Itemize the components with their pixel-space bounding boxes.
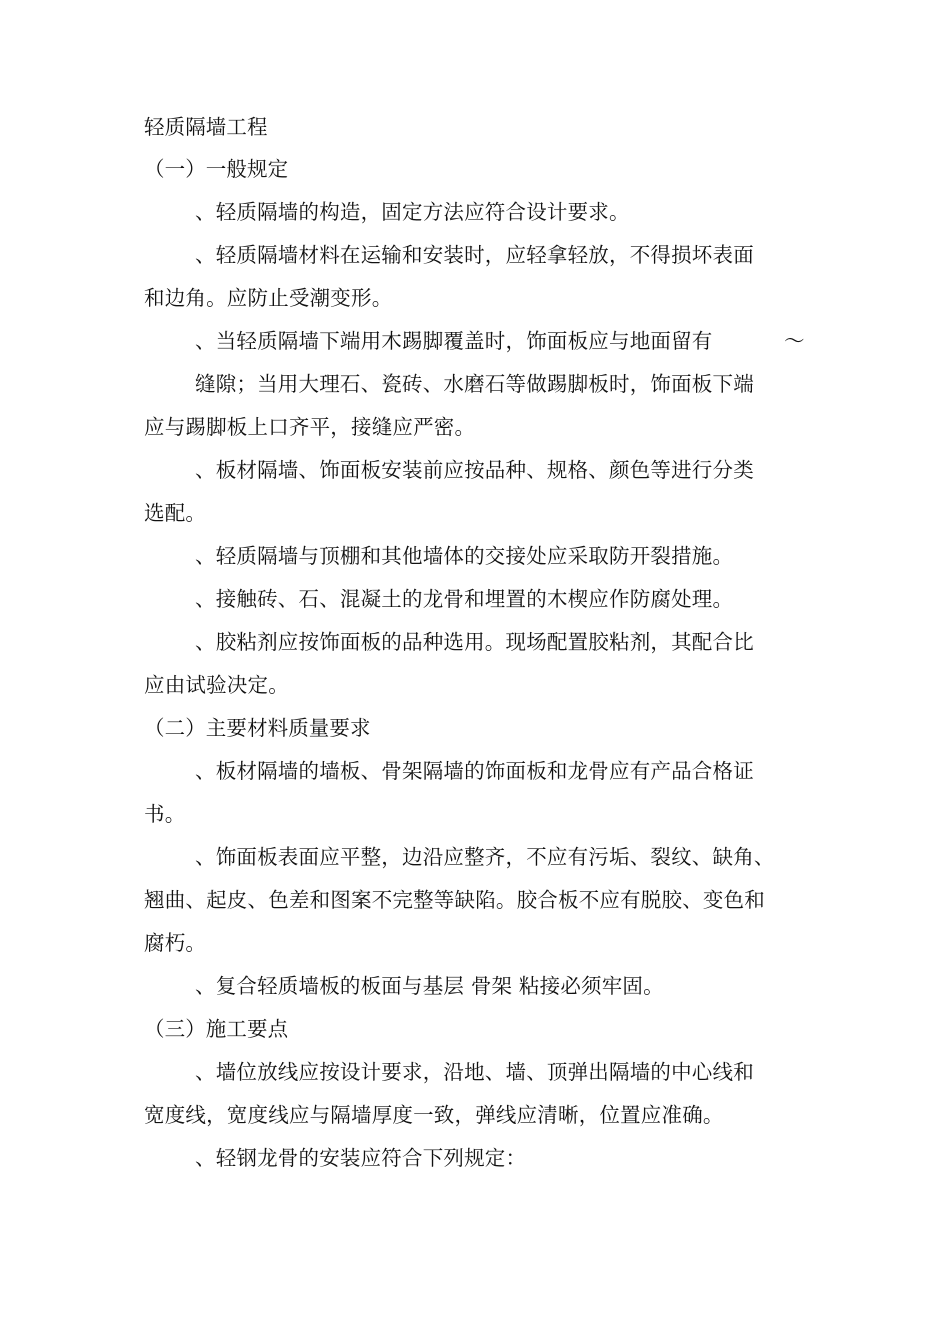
paragraph-line: 应由试验决定。	[144, 673, 289, 697]
paragraph-line: 、轻钢龙骨的安装应符合下列规定：	[195, 1146, 527, 1170]
paragraph-line: 、饰面板表面应平整，边沿应整齐，不应有污垢、裂纹、缺角、	[195, 845, 775, 869]
paragraph-line: 腐朽。	[144, 931, 207, 955]
paragraph-line: 、接触砖、石、混凝土的龙骨和埋置的木楔应作防腐处理。	[195, 587, 734, 611]
paragraph-line: 缝隙；当用大理石、瓷砖、水磨石等做踢脚板时，饰面板下端	[195, 372, 754, 396]
paragraph-line: 、轻质隔墙材料在运输和安装时，应轻拿轻放，不得损坏表面	[195, 243, 754, 267]
paragraph-line: 、轻质隔墙的构造，固定方法应符合设计要求。	[195, 200, 630, 224]
paragraph-line: 、轻质隔墙与顶棚和其他墙体的交接处应采取防开裂措施。	[195, 544, 734, 568]
paragraph-line: 、板材隔墙的墙板、骨架隔墙的饰面板和龙骨应有产品合格证	[195, 759, 754, 783]
document-title: 轻质隔墙工程	[144, 115, 268, 139]
paragraph-line: 、复合轻质墙板的板面与基层 骨架 粘接必须牢固。	[195, 974, 664, 998]
paragraph-line: 书。	[144, 802, 186, 826]
paragraph-line: 、胶粘剂应按饰面板的品种选用。现场配置胶粘剂，其配合比	[195, 630, 754, 654]
range-tilde: ～	[784, 329, 805, 353]
section-heading-materials: （二）主要材料质量要求	[144, 716, 371, 740]
paragraph-line: 和边角。应防止受潮变形。	[144, 286, 393, 310]
paragraph-line: 、当轻质隔墙下端用木踢脚覆盖时，饰面板应与地面留有	[195, 329, 713, 353]
paragraph-line: 、墙位放线应按设计要求，沿地、墙、顶弹出隔墙的中心线和	[195, 1060, 754, 1084]
paragraph-line: 、板材隔墙、饰面板安装前应按品种、规格、颜色等进行分类	[195, 458, 754, 482]
paragraph-line: 翘曲、起皮、色差和图案不完整等缺陷。胶合板不应有脱胶、变色和	[144, 888, 765, 912]
paragraph-line: 宽度线，宽度线应与隔墙厚度一致，弹线应清晰，位置应准确。	[144, 1103, 724, 1127]
section-heading-construction: （三）施工要点	[144, 1017, 289, 1041]
paragraph-line: 应与踢脚板上口齐平，接缝应严密。	[144, 415, 476, 439]
section-heading-general: （一）一般规定	[144, 157, 289, 181]
paragraph-line: 选配。	[144, 501, 207, 525]
